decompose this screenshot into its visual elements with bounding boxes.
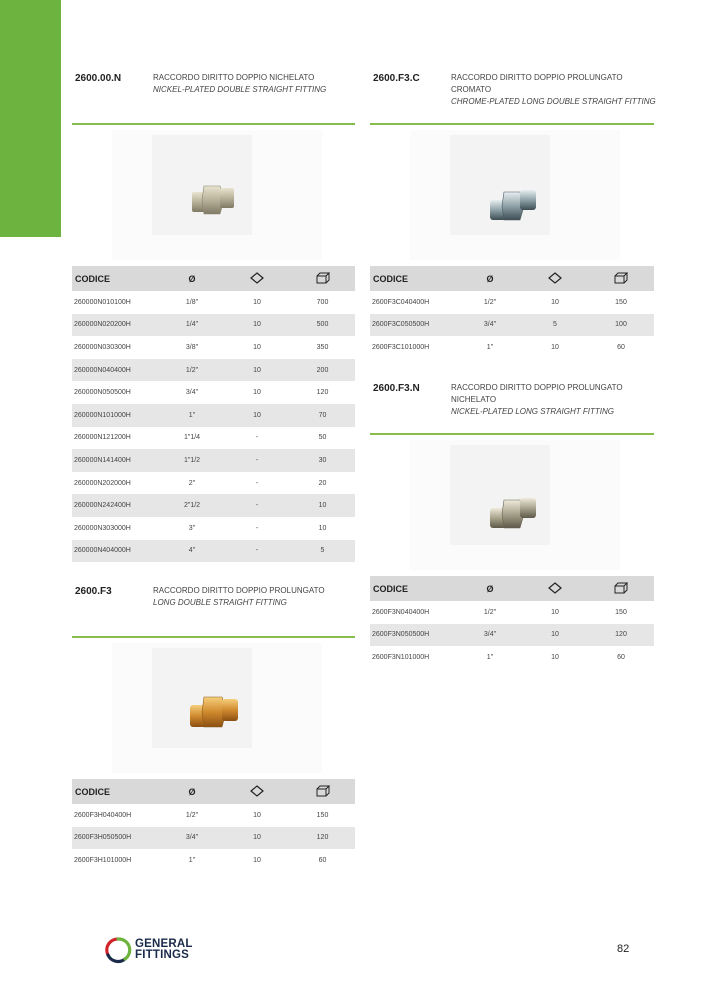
inner-pack-qty: - <box>224 449 290 472</box>
thread-size: 3/4" <box>160 827 224 850</box>
table-header-row <box>370 576 654 601</box>
section-code: 2600.F3.C <box>373 73 420 84</box>
box-qty: 50 <box>318 434 327 442</box>
side-category-tab <box>0 0 61 237</box>
inner-pack-icon <box>224 266 290 291</box>
box-qty: 120 <box>290 827 355 850</box>
description-english: CHROME-PLATED LONG DOUBLE STRAIGHT FITTING <box>451 97 656 106</box>
code-column-header: CODICE <box>370 266 458 291</box>
inner-pack-qty: 10 <box>522 624 588 647</box>
logo-mark-icon <box>104 936 132 964</box>
inner-pack-qty: - <box>224 540 290 563</box>
table-row <box>72 517 355 540</box>
logo-line-2: FITTINGS <box>135 949 189 961</box>
table-row <box>72 291 355 314</box>
section-code: 2600.00.N <box>75 73 122 84</box>
table-row <box>72 359 355 382</box>
section-divider <box>370 433 654 435</box>
inner-pack-qty: 10 <box>253 811 261 819</box>
table-row <box>72 381 355 404</box>
inner-pack-qty: - <box>255 524 259 532</box>
inner-pack-qty: 10 <box>551 343 559 351</box>
table-row <box>370 291 654 314</box>
section-description <box>153 72 353 96</box>
box-icon <box>588 576 654 601</box>
diameter-icon: Ø <box>160 266 224 291</box>
inner-pack-qty: 10 <box>551 608 559 616</box>
thread-size: 1" <box>188 856 196 864</box>
thread-size: 2"1/2 <box>160 494 224 517</box>
section-description <box>451 382 656 418</box>
product-code: 260000N030300H <box>74 343 131 351</box>
product-code: 260000N404000H <box>72 540 160 563</box>
product-table <box>72 779 355 872</box>
box-qty: 500 <box>290 314 355 337</box>
box-qty: 60 <box>617 653 625 661</box>
inner-pack-icon <box>224 779 290 804</box>
table-row <box>72 494 355 517</box>
table-row <box>72 804 355 827</box>
product-code: 2600F3N040400H <box>372 608 430 616</box>
box-qty: 10 <box>290 494 355 517</box>
inner-pack-qty: - <box>255 434 259 442</box>
table-row <box>72 404 355 427</box>
description-italian: RACCORDO DIRITTO DOPPIO PROLUNGATO <box>153 586 325 595</box>
thread-size: 1"1/4 <box>183 434 201 442</box>
box-qty: 20 <box>318 479 327 487</box>
section-divider <box>72 636 355 638</box>
side-category-label <box>0 90 2 170</box>
inner-pack-qty: - <box>255 479 259 487</box>
table-row <box>370 601 654 624</box>
inner-pack-qty: 10 <box>253 298 261 306</box>
table-row <box>370 314 654 337</box>
chrome-fitting-image <box>488 186 538 226</box>
section-divider <box>370 123 654 125</box>
code-column-header: CODICE <box>370 576 458 601</box>
product-code: 2600F3H040400H <box>74 811 132 819</box>
product-table <box>72 266 355 562</box>
nickel-fitting-image <box>190 182 236 218</box>
box-qty: 60 <box>617 343 625 351</box>
table-row <box>72 540 355 563</box>
description-english: NICKEL-PLATED DOUBLE STRAIGHT FITTING <box>153 85 327 94</box>
inner-pack-qty: 10 <box>224 359 290 382</box>
product-table <box>370 266 654 359</box>
inner-pack-qty: 10 <box>253 343 261 351</box>
thread-size: 1/2" <box>160 359 224 382</box>
inner-pack-qty: 5 <box>522 314 588 337</box>
product-code: 2600F3C040400H <box>372 298 430 306</box>
product-code: 260000N101000H <box>72 404 160 427</box>
thread-size: 3" <box>188 524 196 532</box>
thread-size: 3/8" <box>185 343 199 351</box>
table-row <box>72 314 355 337</box>
brand-logo <box>104 933 193 967</box>
product-code: 2600F3C101000H <box>372 343 430 351</box>
box-qty: 350 <box>316 343 329 351</box>
product-table <box>370 576 654 669</box>
box-qty: 150 <box>316 811 329 819</box>
table-row <box>72 336 355 359</box>
product-code: 2600F3H101000H <box>74 856 132 864</box>
box-qty: 150 <box>615 608 627 616</box>
box-qty: 30 <box>290 449 355 472</box>
table-row <box>72 427 355 450</box>
diameter-icon: Ø <box>160 779 224 804</box>
section-divider <box>72 123 355 125</box>
table-header-row <box>72 779 355 804</box>
box-icon <box>290 779 355 804</box>
box-qty: 200 <box>290 359 355 382</box>
box-qty: 100 <box>588 314 654 337</box>
table-header-row <box>370 266 654 291</box>
product-code: 2600F3N101000H <box>372 653 430 661</box>
section-description <box>153 585 353 609</box>
product-code: 2600F3H050500H <box>72 827 160 850</box>
inner-pack-qty: 10 <box>224 314 290 337</box>
inner-pack-qty: - <box>224 494 290 517</box>
inner-pack-icon <box>522 266 588 291</box>
product-code: 2600F3N050500H <box>370 624 458 647</box>
thread-size: 3/4" <box>458 314 522 337</box>
product-photo <box>410 440 620 570</box>
inner-pack-qty: 10 <box>253 856 261 864</box>
inner-pack-qty: 10 <box>224 827 290 850</box>
section-description <box>451 72 656 108</box>
inner-pack-qty: 10 <box>551 653 559 661</box>
product-code: 260000N050500H <box>74 389 131 397</box>
thread-size: 1" <box>486 343 494 351</box>
box-qty: 120 <box>316 389 329 397</box>
product-code: 2600F3C050500H <box>370 314 458 337</box>
product-code: 260000N202000H <box>74 479 131 487</box>
section-code: 2600.F3 <box>75 586 112 597</box>
description-english: LONG DOUBLE STRAIGHT FITTING <box>153 598 287 607</box>
thread-size: 1"1/2 <box>160 449 224 472</box>
description-italian: RACCORDO DIRITTO DOPPIO PROLUNGATO NICHELATO <box>451 383 623 404</box>
box-qty: 70 <box>290 404 355 427</box>
thread-size: 3/4" <box>185 389 199 397</box>
box-qty: 150 <box>615 298 627 306</box>
table-row <box>370 646 654 669</box>
table-header-row <box>72 266 355 291</box>
box-qty: 5 <box>290 540 355 563</box>
page-number: 82 <box>617 943 630 955</box>
description-italian: RACCORDO DIRITTO DOPPIO NICHELATO <box>153 73 315 82</box>
product-photo <box>112 130 322 260</box>
thread-size: 1/2" <box>483 608 497 616</box>
thread-size: 3/4" <box>458 624 522 647</box>
thread-size: 1/4" <box>160 314 224 337</box>
inner-pack-qty: 10 <box>551 298 559 306</box>
product-code: 260000N141400H <box>72 449 160 472</box>
table-row <box>370 624 654 647</box>
box-qty: 700 <box>316 298 329 306</box>
table-row <box>72 827 355 850</box>
diameter-icon: Ø <box>458 266 522 291</box>
product-code: 260000N303000H <box>74 524 131 532</box>
box-qty: 10 <box>318 524 327 532</box>
code-column-header: CODICE <box>72 266 160 291</box>
brass-fitting-image <box>188 693 240 733</box>
thread-size: 2" <box>188 479 196 487</box>
product-photo <box>410 130 620 260</box>
description-italian: RACCORDO DIRITTO DOPPIO PROLUNGATO CROMATO <box>451 73 623 94</box>
logo-line-1: GENERAL <box>135 938 193 950</box>
thread-size: 1/8" <box>185 298 199 306</box>
inner-pack-qty: 10 <box>253 389 261 397</box>
box-qty: 120 <box>588 624 654 647</box>
nickel-long-fitting-image <box>488 494 538 534</box>
section-code: 2600.F3.N <box>373 383 420 394</box>
thread-size: 4" <box>160 540 224 563</box>
description-english: NICKEL-PLATED LONG STRAIGHT FITTING <box>451 407 614 416</box>
inner-pack-icon <box>522 576 588 601</box>
product-code: 260000N242400H <box>72 494 160 517</box>
thread-size: 1" <box>486 653 494 661</box>
product-code: 260000N040400H <box>72 359 160 382</box>
thread-size: 1/2" <box>483 298 497 306</box>
product-code: 260000N020200H <box>72 314 160 337</box>
box-icon <box>588 266 654 291</box>
table-row <box>370 336 654 359</box>
diameter-icon: Ø <box>458 576 522 601</box>
box-qty: 60 <box>318 856 327 864</box>
product-photo <box>112 643 322 773</box>
product-code: 260000N121200H <box>74 434 131 442</box>
box-icon <box>290 266 355 291</box>
table-row <box>72 449 355 472</box>
product-code: 260000N010100H <box>74 298 131 306</box>
thread-size: 1" <box>160 404 224 427</box>
table-row <box>72 849 355 872</box>
code-column-header: CODICE <box>72 779 160 804</box>
inner-pack-qty: 10 <box>224 404 290 427</box>
thread-size: 1/2" <box>185 811 199 819</box>
table-row <box>72 472 355 495</box>
